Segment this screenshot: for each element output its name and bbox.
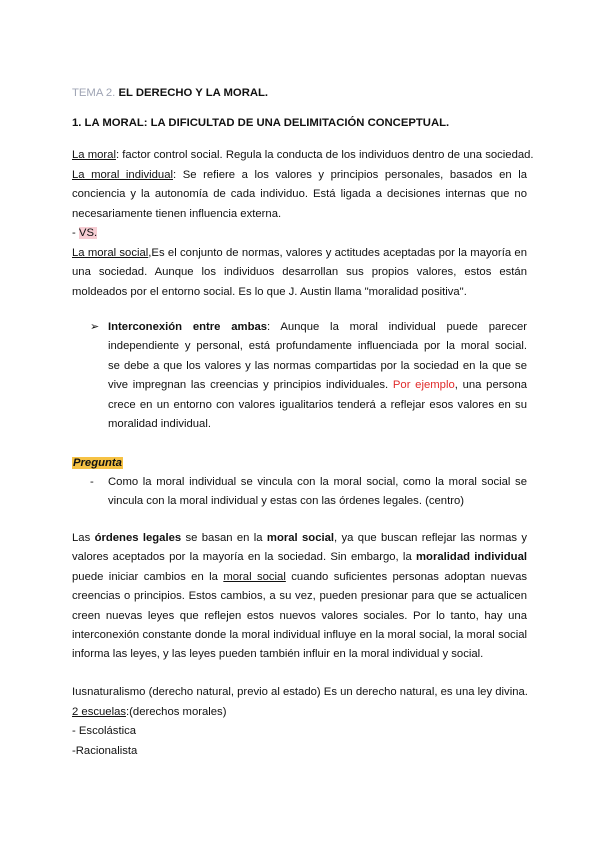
escuela-racionalista: -Racionalista — [72, 744, 138, 757]
document-heading — [72, 84, 527, 103]
moral-social-line-1: La moral social,Es el conjunto de normas, valores y actitudes aceptadas por la mayoría en — [72, 246, 527, 259]
dash-bullet: - — [90, 476, 94, 488]
moral-social-line-3: moldeados por el entorno social. Es lo que J. Austin llama "moralidad positiva". — [72, 285, 467, 298]
escuela-escolastica: - Escolástica — [72, 725, 137, 737]
moral-individual-line-3: necesariamente tienen influencia externa. — [72, 207, 282, 220]
pregunta-label: Pregunta — [73, 457, 122, 469]
por-ejemplo-highlight: Por ejemplo — [392, 379, 455, 392]
interconexion-line-3: se debe a que los valores y las normas compartidas por la sociedad en la que se — [108, 359, 527, 372]
ordenes-paragraph — [72, 529, 527, 665]
escuelas-line: 2 escuelas:(derechos morales) — [72, 705, 227, 718]
pregunta-line-2: vincula con la moral individual y estas con las órdenes legales. (centro) — [108, 495, 465, 508]
iusnaturalismo-line: Iusnaturalismo (derecho natural, previo al estado) Es un derecho natural, es una ley divina. — [72, 686, 528, 698]
interconexion-line-5: crece en un entorno con valores igualitarios tenderá a reflejar esos valores en su — [108, 398, 527, 411]
moral-term: La moral — [72, 149, 116, 161]
ordenes-line-4: creencias o principios. Estos cambios, a su vez, pueden presionar para que se actualicen — [72, 590, 527, 603]
ordenes-line-3: puede iniciar cambios en la moral social cuando suficientes personas adoptan nuevas — [72, 570, 527, 583]
escuelas-term: 2 escuelas — [72, 705, 127, 718]
interconexion-line-2: independiente y personal, está profundamente influenciada por la moral social. — [108, 340, 527, 353]
tema-label: TEMA 2. — [72, 87, 116, 99]
moral-individual-term: La moral individual — [72, 168, 174, 181]
pregunta-heading — [72, 454, 527, 473]
section-1-heading: 1. LA MORAL: LA DIFICULTAD DE UNA DELIMITACIÓN CONCEPTUAL. — [72, 117, 450, 129]
moral-social-line-2: una sociedad. Aunque los individuos desarrollan sus propios valores, estos están — [72, 266, 527, 278]
moral-social-term: La moral social — [72, 246, 149, 259]
ordenes-line-7: informa las leyes, y las leyes pueden también influir en la moral individual y social. — [72, 648, 484, 661]
interconexion-term: Interconexión entre ambas — [108, 321, 268, 333]
interconexion-line-4: vive impregnan las creencias y principios individuales. Por ejemplo, una persona — [108, 379, 527, 392]
moral-def: : factor control social. Regula la conducta de los individuos dentro de una sociedad. — [115, 149, 534, 161]
ordenes-line-6: interconexión constante donde la moral individual influye en la moral social, la moral social — [72, 628, 527, 641]
vs-line: - VS. — [72, 227, 98, 239]
ordenes-line-5: creen nuevas leyes que reflejen estos nuevos valores sociales. Por lo tanto, hay una — [72, 609, 527, 622]
ordenes-line-2: valores aceptados por la mayoría en la sociedad. Sin embargo, la moralidad individual — [72, 551, 527, 564]
tema-title: EL DERECHO Y LA MORAL. — [118, 87, 269, 99]
moral-individual-line-1: La moral individual: Se refiere a los valores y principios personales, basados en la — [72, 168, 527, 181]
arrow-bullet-icon: ➢ — [90, 321, 100, 333]
ordenes-line-1: Las órdenes legales se basan en la moral social, ya que buscan reflejar las normas y — [72, 532, 527, 544]
vs-highlight: VS. — [78, 227, 98, 239]
pregunta-line-1: Como la moral individual se vincula con la moral social, como la moral social se — [108, 476, 527, 488]
moral-individual-line-2: conciencia y la autonomía de cada individuo. Está ligada a decisiones internas que no — [72, 188, 527, 200]
moral-definition — [72, 146, 534, 165]
interconexion-line-1: Interconexión entre ambas: Aunque la moral individual puede parecer — [108, 321, 527, 333]
interconexion-line-6: moralidad individual. — [108, 417, 211, 430]
